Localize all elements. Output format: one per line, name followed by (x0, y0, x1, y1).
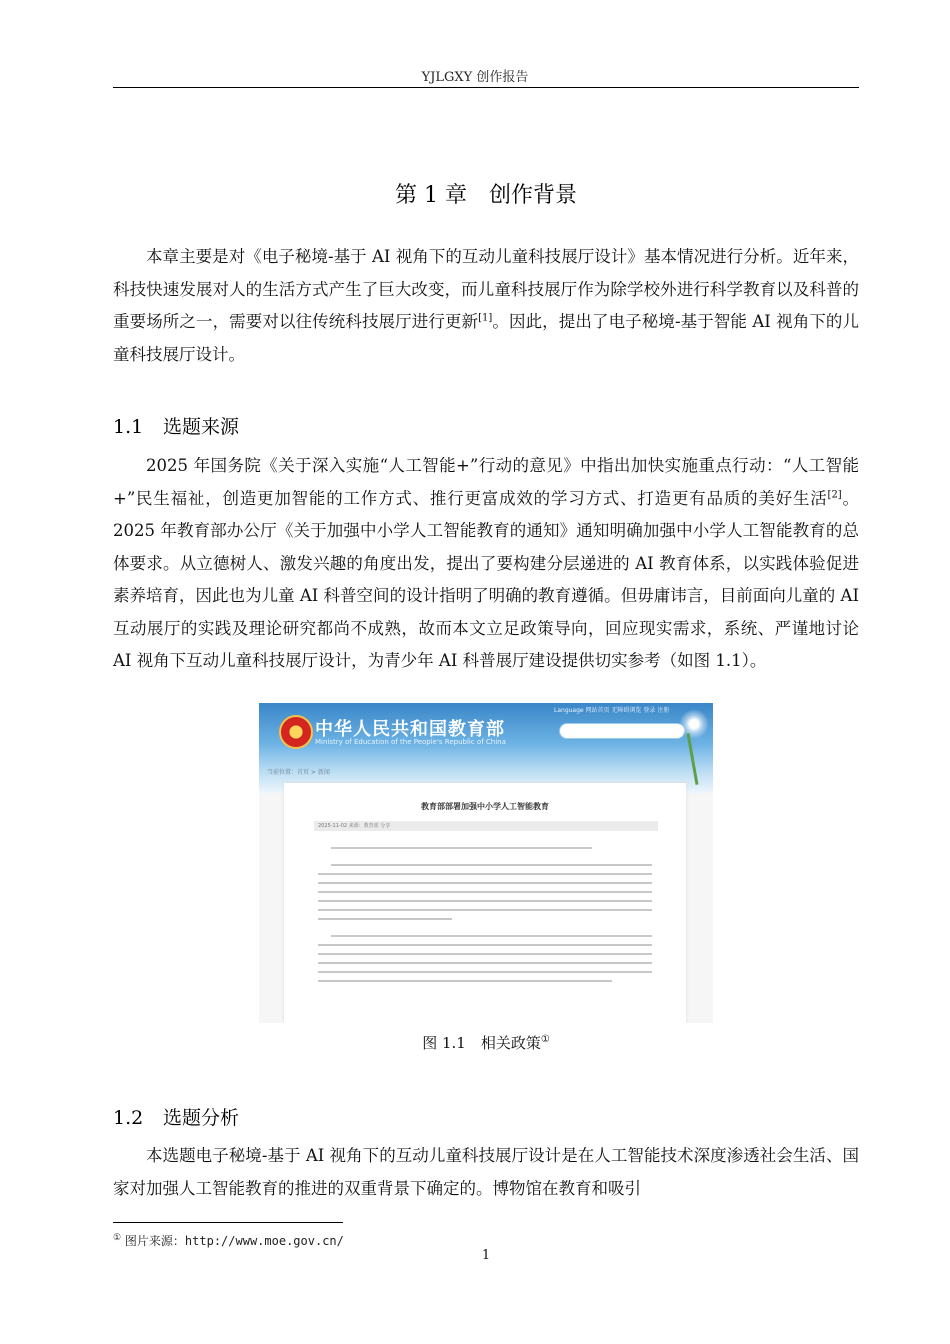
figure-site-title: 中华人民共和国教育部 (315, 719, 505, 740)
caption-footnote-mark: ① (540, 1034, 550, 1045)
figure-text-line (318, 918, 452, 920)
figure-screenshot (259, 703, 713, 1023)
footnote-label: 图片来源： (124, 1234, 185, 1248)
citation-2: [2] (827, 489, 842, 500)
section-heading-1-1 (113, 412, 239, 439)
running-header: YJLGXY 创作报告 (421, 70, 529, 85)
figure-text-line (318, 962, 652, 964)
figure-text-line (331, 935, 652, 937)
dandelion-icon (679, 709, 709, 739)
figure-text-line (318, 891, 652, 893)
figure-text-line (318, 953, 652, 955)
section-title: 选题分析 (163, 1107, 240, 1129)
citation-1: [1] (478, 312, 493, 324)
figure-top-links: Language 网站首页 无障碍浏览 登录 注册 (554, 707, 670, 714)
section-1-1-text-b: 。2025 年教育部办公厅《关于加强中小学人工智能教育的通知》通知明确加强中小学人工智能教育的总体要求。从立德树人、激发兴趣的角度出发，提出了要构建分层递进的 AI 教育体系，以实践体验促进素养培育，因此也为儿童 AI 科普空间的设计指明了明确的教育遵循。但毋庸讳言，目前面向儿童的 AI 互动展厅的实践及理论研究都尚不成熟，故而本文立足政策导向，回应现实需求，系统、严谨地讨论 AI 视角下互动儿童科技展厅设计，为青少年 AI 科普展厅建设提供切实参考（如图 1.1）。 (113, 488, 860, 670)
header-divider (113, 87, 859, 88)
intro-text-b: 。因此，提出了电子秘境-基于智能 AI 视角下的儿童科技展厅设计。 (113, 312, 860, 364)
footnote-mark: ① (113, 1233, 122, 1243)
figure-breadcrumb: 当前位置：首页 > 新闻 (267, 769, 330, 776)
footnote-url[interactable]: http://www.moe.gov.cn/ (184, 1234, 344, 1248)
page-number: 1 (481, 1248, 491, 1263)
section-number: 1.1 (113, 416, 144, 438)
intro-paragraph (113, 241, 859, 371)
caption-text: 图 1.1 相关政策 (422, 1034, 541, 1052)
figure-headline: 教育部部署加强中小学人工智能教育 (421, 802, 549, 811)
figure-text-line (331, 847, 592, 849)
figure-text-line (318, 944, 652, 946)
figure-paragraph-gap (318, 856, 652, 864)
section-1-2-paragraph: 本选题电子秘境-基于 AI 视角下的互动儿童科技展厅设计是在人工智能技术深度渗透社会生活、国家对加强人工智能教育的推进的双重背景下确定的。博物馆在教育和吸引 (113, 1146, 859, 1198)
figure-text-line (318, 900, 652, 902)
section-1-1-paragraph (113, 450, 859, 678)
figure-text-line (331, 864, 652, 866)
figure-search-box (559, 723, 685, 739)
intro-text-a: 本章主要是对《电子秘境-基于 AI 视角下的互动儿童科技展厅设计》基本情况进行分析。近年来，科技快速发展对人的生活方式产生了巨大改变，而儿童科技展厅作为除学校外进行科学教育以及科普的重要场所之一，需要对以往传统科技展厅进行更新 (113, 247, 859, 331)
figure-text-line (318, 882, 652, 884)
figure-text-line (318, 971, 652, 973)
section-number: 1.2 (113, 1107, 144, 1129)
figure-text-line (318, 980, 612, 982)
section-1-1-text-a: 2025 年国务院《关于深入实施“人工智能+”行动的意见》中指出加快实施重点行动：“人工智能+”民生福祉，创造更加智能的工作方式、推行更富成效的学习方式、打造更有品质的美好生活 (113, 456, 859, 508)
figure-banner (259, 703, 713, 793)
chapter-title: 第 1 章 创作背景 (395, 183, 577, 208)
figure-meta-bar: 2025-11-02 来源：教育部 分享 (314, 821, 658, 831)
footnote (113, 1232, 344, 1249)
figure-paragraph-gap (318, 927, 652, 935)
figure-caption (0, 1032, 950, 1053)
footnote-divider (113, 1222, 343, 1223)
national-emblem-icon (279, 715, 313, 749)
figure-article (284, 783, 686, 1023)
figure-text-line (318, 873, 652, 875)
figure-text-line (318, 909, 652, 911)
dandelion-stem (687, 733, 699, 785)
figure-site-subtitle: Ministry of Education of the People's Republic of China (315, 738, 506, 746)
section-heading-1-2 (113, 1103, 239, 1130)
section-title: 选题来源 (163, 416, 240, 438)
figure-body-text (318, 847, 652, 989)
